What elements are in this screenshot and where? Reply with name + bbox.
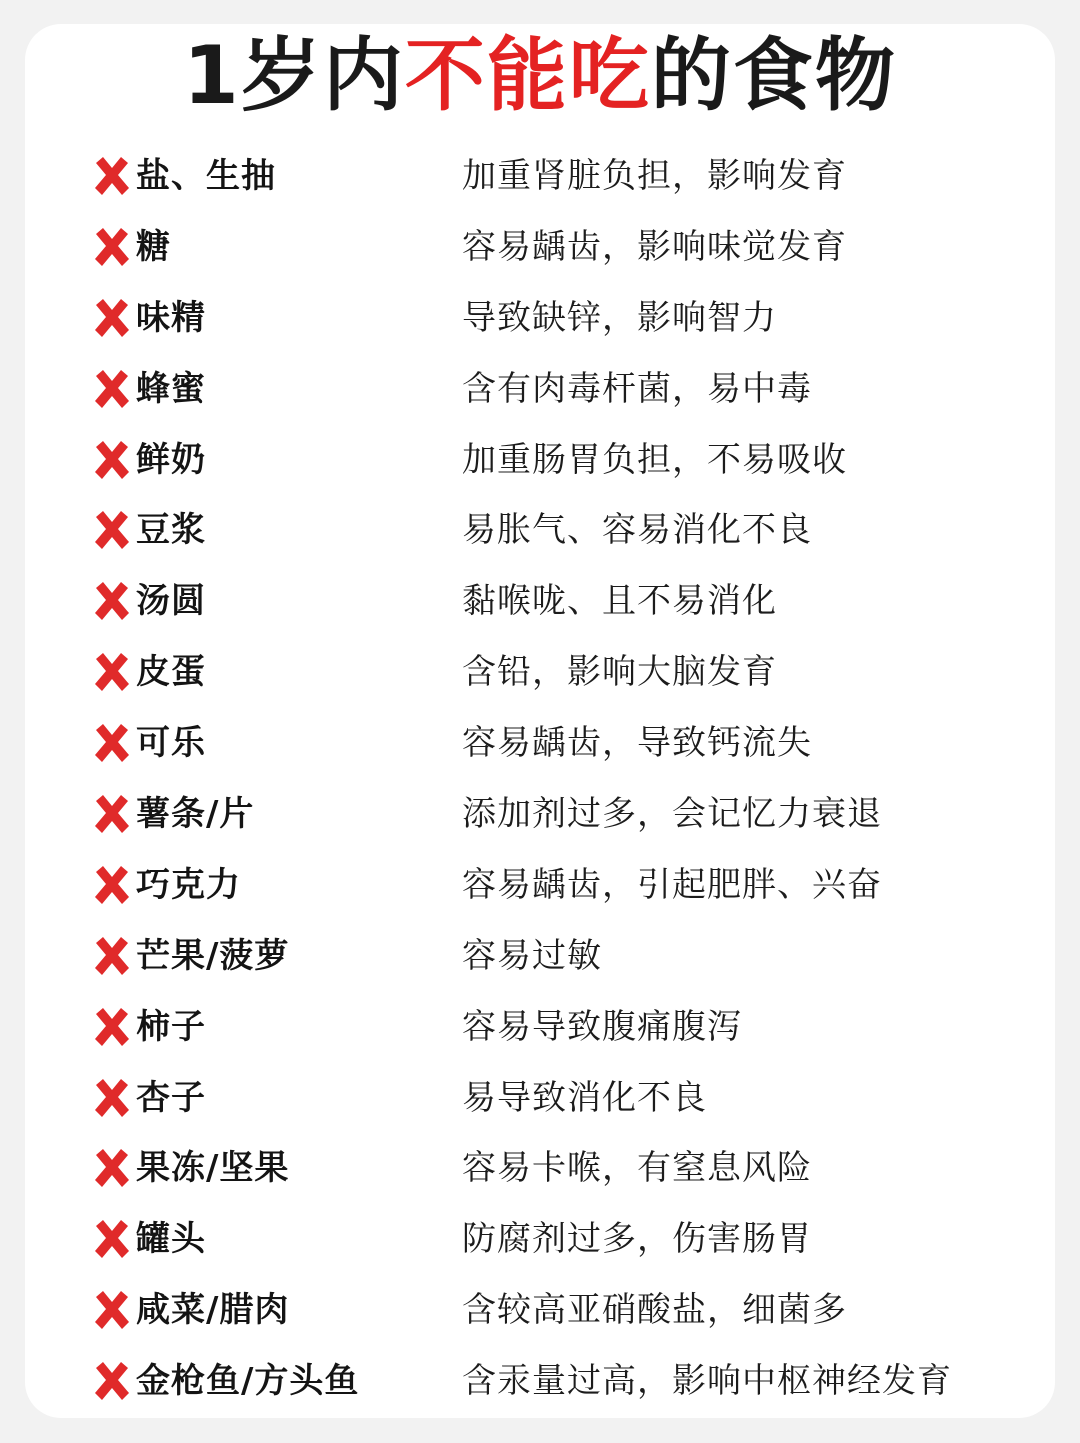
food-list — [0, 140, 1080, 1416]
food-name: 金枪鱼/方头鱼 — [136, 1361, 360, 1402]
list-item — [0, 636, 1080, 707]
page-title — [0, 28, 1080, 124]
food-name: 可乐 — [136, 723, 206, 764]
list-item — [0, 565, 1080, 636]
food-name: 果冻/坚果 — [136, 1148, 290, 1189]
food-name: 罐头 — [136, 1219, 206, 1260]
cross-mark-icon — [90, 579, 134, 623]
food-name: 芒果/菠萝 — [136, 935, 290, 976]
cross-mark-icon — [90, 1288, 134, 1332]
list-item — [0, 1345, 1080, 1416]
food-name: 味精 — [136, 297, 206, 338]
food-reason: 含较高亚硝酸盐，细菌多 — [462, 1290, 847, 1331]
food-name: 盐、生抽 — [136, 156, 276, 196]
food-reason: 黏喉咙、且不易消化 — [462, 581, 777, 622]
list-item — [0, 1062, 1080, 1133]
food-reason: 容易龋齿，引起肥胖、兴奋 — [462, 864, 882, 905]
food-name: 鲜奶 — [136, 439, 206, 480]
cross-mark-icon — [90, 650, 134, 694]
food-name: 皮蛋 — [136, 652, 206, 693]
cross-mark-icon — [90, 154, 134, 198]
cross-mark-icon — [90, 863, 134, 907]
list-item — [0, 211, 1080, 282]
title-part-2: 的食物 — [650, 29, 897, 122]
cross-mark-icon — [90, 438, 134, 482]
cross-mark-icon — [90, 1146, 134, 1190]
cross-mark-icon — [90, 225, 134, 269]
list-item — [0, 282, 1080, 353]
food-name: 巧克力 — [136, 864, 241, 905]
cross-mark-icon — [90, 721, 134, 765]
list-item — [0, 1274, 1080, 1345]
food-reason: 容易龋齿，导致钙流失 — [462, 723, 812, 764]
food-reason: 容易卡喉，有窒息风险 — [462, 1148, 812, 1189]
food-name: 豆浆 — [136, 510, 206, 551]
list-item — [0, 920, 1080, 991]
food-reason: 防腐剂过多，伤害肠胃 — [462, 1219, 812, 1260]
food-name: 蜂蜜 — [136, 368, 206, 409]
list-item — [0, 1132, 1080, 1203]
list-item — [0, 1203, 1080, 1274]
title-part-1: 1岁内 — [183, 29, 405, 122]
food-reason: 含铅，影响大脑发育 — [462, 652, 777, 693]
food-name: 柿子 — [136, 1006, 206, 1047]
food-reason: 容易龋齿，影响味觉发育 — [462, 226, 847, 267]
cross-mark-icon — [90, 508, 134, 552]
list-item — [0, 494, 1080, 565]
title-highlight: 不能吃 — [404, 29, 651, 122]
cross-mark-icon — [90, 934, 134, 978]
food-reason: 易导致消化不良 — [462, 1077, 707, 1118]
food-reason: 加重肾脏负担，影响发育 — [462, 156, 847, 196]
food-name: 咸菜/腊肉 — [136, 1290, 290, 1331]
food-reason: 加重肠胃负担，不易吸收 — [462, 439, 847, 480]
cross-mark-icon — [90, 1217, 134, 1261]
cross-mark-icon — [90, 1359, 134, 1403]
food-reason: 导致缺锌，影响智力 — [462, 297, 777, 338]
food-name: 汤圆 — [136, 581, 206, 622]
food-reason: 含有肉毒杆菌，易中毒 — [462, 368, 812, 409]
cross-mark-icon — [90, 296, 134, 340]
list-item — [0, 778, 1080, 849]
cross-mark-icon — [90, 367, 134, 411]
food-name: 杏子 — [136, 1077, 206, 1118]
cross-mark-icon — [90, 1076, 134, 1120]
cross-mark-icon — [90, 792, 134, 836]
food-reason: 容易过敏 — [462, 935, 602, 976]
list-item — [0, 991, 1080, 1062]
food-reason: 易胀气、容易消化不良 — [462, 510, 812, 551]
cross-mark-icon — [90, 1005, 134, 1049]
list-item — [0, 849, 1080, 920]
list-item — [0, 707, 1080, 778]
food-reason: 含汞量过高，影响中枢神经发育 — [462, 1361, 952, 1402]
food-reason: 容易导致腹痛腹泻 — [462, 1006, 742, 1047]
food-reason: 添加剂过多，会记忆力衰退 — [462, 794, 882, 835]
food-name: 糖 — [136, 226, 171, 267]
list-item — [0, 424, 1080, 495]
list-item — [0, 353, 1080, 424]
list-item — [0, 140, 1080, 211]
food-name: 薯条/片 — [136, 794, 255, 835]
